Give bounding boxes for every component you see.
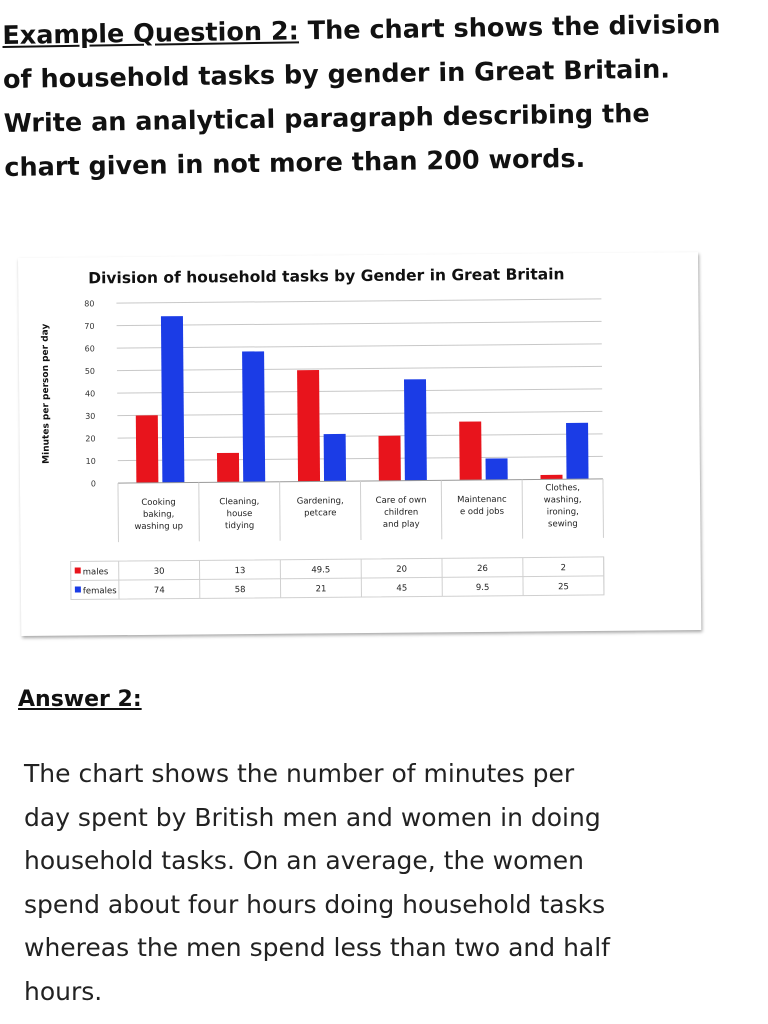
answer-line: hours. xyxy=(24,976,103,1006)
y-tick-label: 10 xyxy=(85,456,96,466)
bar-females xyxy=(324,434,346,481)
x-tick-label: sewing xyxy=(548,519,578,530)
y-tick-label: 50 xyxy=(84,366,96,376)
y-tick-label: 60 xyxy=(84,344,95,354)
data-table-value: 25 xyxy=(558,582,569,593)
x-tick-label: Cooking xyxy=(141,497,176,508)
x-tick-label: e odd jobs xyxy=(459,506,505,518)
data-table-value: 9.5 xyxy=(475,582,490,594)
bar-males xyxy=(217,453,239,482)
y-tick-label: 30 xyxy=(85,411,96,421)
bar-chart xyxy=(18,252,701,636)
data-table-value: 21 xyxy=(315,584,327,595)
gridline xyxy=(117,344,602,348)
chart-figure xyxy=(18,252,701,636)
category-divider xyxy=(441,480,442,539)
legend-label-males: males xyxy=(82,567,109,578)
data-table-value: 20 xyxy=(396,564,408,575)
answer-line: spend about four hours doing household tasks xyxy=(24,889,606,919)
data-table-value: 2 xyxy=(560,563,567,574)
data-table-value: 74 xyxy=(153,585,165,596)
x-tick-label: Cleaning, xyxy=(219,496,260,508)
x-tick-label: Clothes, xyxy=(545,483,580,494)
y-tick-label: 20 xyxy=(85,434,96,444)
y-tick-label: 70 xyxy=(84,321,95,331)
answer-line: The chart shows the number of minutes per xyxy=(24,759,575,788)
answer-line: household tasks. On an average, the women xyxy=(24,846,584,875)
x-tick-label: Gardening, xyxy=(296,496,344,507)
question-label: Example Question 2: xyxy=(2,16,300,51)
y-tick-label: 40 xyxy=(84,389,96,399)
bar-females xyxy=(404,379,427,480)
legend-label-females: females xyxy=(82,586,117,597)
gridline xyxy=(118,456,603,460)
gridline xyxy=(117,389,602,393)
gridline xyxy=(116,299,601,303)
legend-swatch-males xyxy=(75,567,81,573)
bar-females xyxy=(242,351,265,482)
x-tick-label: tidying xyxy=(224,520,255,532)
category-divider xyxy=(118,483,119,542)
chart-title: Division of household tasks by Gender in Great Britain xyxy=(88,265,565,288)
category-divider xyxy=(280,482,281,541)
answer-line: whereas the men spend less than two and half xyxy=(24,933,610,962)
x-tick-label: Maintenanc xyxy=(457,494,507,506)
data-table-value: 49.5 xyxy=(311,565,331,576)
x-tick-label: Care of own xyxy=(375,495,427,506)
bar-males xyxy=(297,370,320,482)
x-tick-label: and play xyxy=(382,519,420,530)
category-divider xyxy=(522,480,523,539)
x-tick-label: washing up xyxy=(134,521,184,532)
y-tick-label: 0 xyxy=(90,479,97,489)
category-divider xyxy=(360,481,361,540)
category-divider xyxy=(603,479,604,538)
y-tick-label: 80 xyxy=(84,299,95,309)
gridline xyxy=(117,366,602,370)
data-table-value: 30 xyxy=(153,566,165,577)
gridline xyxy=(117,321,602,325)
question-paragraph xyxy=(2,3,725,190)
data-table-value: 58 xyxy=(234,585,246,596)
bar-males xyxy=(540,475,562,480)
bar-males xyxy=(136,415,159,483)
answer-line: day spent by British men and women in doing xyxy=(24,802,601,832)
answer-heading: Answer 2: xyxy=(18,687,142,712)
category-divider xyxy=(199,482,200,541)
gridline xyxy=(117,411,602,415)
bar-males xyxy=(378,436,400,481)
bar-males xyxy=(459,421,482,480)
data-table-value: 45 xyxy=(396,583,408,594)
y-axis-label: Minutes per person per day xyxy=(40,323,52,464)
question-text: The chart shows the division of household tasks by gender in Great Britain. Write an analytical paragraph describing the chart given in not more than 200 words. xyxy=(2,9,721,183)
x-tick-label: house xyxy=(226,508,253,520)
x-tick-label: ironing, xyxy=(546,507,579,518)
bar-females xyxy=(161,316,184,483)
data-table-value: 26 xyxy=(477,563,488,575)
x-tick-label: baking, xyxy=(142,509,175,520)
answer-paragraph xyxy=(24,752,724,1013)
x-tick-label: children xyxy=(384,507,419,518)
x-tick-label: petcare xyxy=(304,508,337,519)
data-table-value: 13 xyxy=(234,566,246,577)
bar-females xyxy=(566,423,588,479)
x-tick-label: washing, xyxy=(543,495,582,506)
bar-females xyxy=(486,458,508,480)
legend-swatch-females xyxy=(75,586,81,592)
gridline xyxy=(118,434,603,438)
data-table-row-divider xyxy=(71,576,604,581)
